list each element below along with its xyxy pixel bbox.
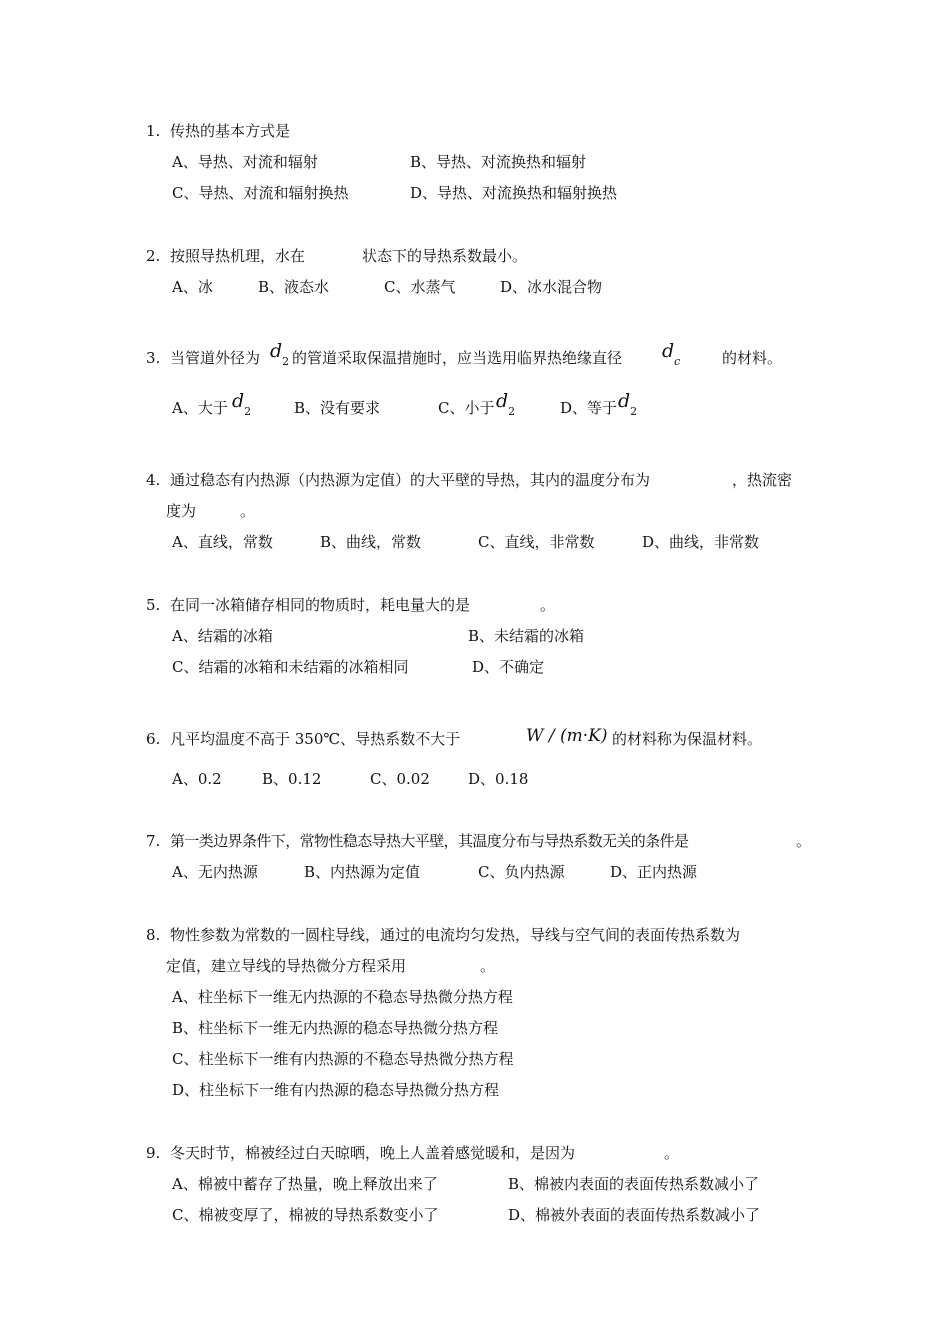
math-d2: $d_2$ xyxy=(618,390,638,418)
question-stem: 传热的基本方式是 xyxy=(170,122,291,140)
math-dc: $d_c$ xyxy=(662,340,681,368)
option-a: A、柱坐标下一维无内热源的不稳态导热微分热方程 xyxy=(172,988,513,1006)
option-c: C、小于 xyxy=(438,399,495,417)
question-number: 6. xyxy=(146,730,161,748)
option-c: C、结霜的冰箱和未结霜的冰箱相同 xyxy=(172,658,409,676)
option-b: B、柱坐标下一维无内热源的稳态导热微分热方程 xyxy=(172,1019,499,1037)
option-c: C、棉被变厚了，棉被的导热系数变小了 xyxy=(172,1206,439,1224)
question-stem-part: 。 xyxy=(240,502,256,520)
question-stem-part: 定值，建立导线的导热微分方程采用 xyxy=(166,957,407,975)
question-number: 8. xyxy=(146,926,161,944)
question-number: 4. xyxy=(146,471,161,489)
question-stem-part: 按照导热机理，水在 xyxy=(170,247,306,265)
option-b: B、内热源为定值 xyxy=(304,863,421,881)
question-number: 5. xyxy=(146,596,161,614)
option-b: B、液态水 xyxy=(258,278,330,296)
question-stem-part: 度为 xyxy=(166,502,197,520)
option-d: D、等于 xyxy=(560,399,618,417)
math-d2: $d_2$ xyxy=(270,340,290,368)
option-a: A、直线，常数 xyxy=(172,533,273,551)
option-c: C、直线，非常数 xyxy=(478,533,595,551)
question-stem-part: 。 xyxy=(796,832,812,850)
question-stem-part: 的材料称为保温材料。 xyxy=(612,730,763,748)
option-d: D、0.18 xyxy=(468,770,529,788)
option-c: C、0.02 xyxy=(370,770,430,788)
option-d: D、正内热源 xyxy=(610,863,698,881)
math-d2: $d_2$ xyxy=(496,390,516,418)
question-stem-part: 凡平均温度不高于 350℃、导热系数不大于 xyxy=(170,730,461,748)
option-b: B、未结霜的冰箱 xyxy=(468,627,585,645)
option-a: A、导热、对流和辐射 xyxy=(172,153,318,171)
option-b: B、导热、对流换热和辐射 xyxy=(410,153,587,171)
option-d: D、冰水混合物 xyxy=(500,278,603,296)
question-number: 9. xyxy=(146,1144,161,1162)
option-c: C、水蒸气 xyxy=(384,278,456,296)
option-a: A、结霜的冰箱 xyxy=(172,627,273,645)
option-a: A、棉被中蓄存了热量，晚上释放出来了 xyxy=(172,1175,438,1193)
option-b: B、没有要求 xyxy=(294,399,381,417)
question-number: 7. xyxy=(146,832,161,850)
question-stem-part: 第一类边界条件下，常物性稳态导热大平壁，其温度分布与导热系数无关的条件是 xyxy=(170,832,689,850)
question-number: 2. xyxy=(146,247,161,265)
option-d: D、柱坐标下一维有内热源的稳态导热微分热方程 xyxy=(172,1081,500,1099)
option-c: C、柱坐标下一维有内热源的不稳态导热微分热方程 xyxy=(172,1050,514,1068)
option-a: A、大于 xyxy=(172,399,228,417)
option-a: A、无内热源 xyxy=(172,863,258,881)
question-stem-part: 物性参数为常数的一圆柱导线，通过的电流均匀发热，导线与空气间的表面传热系数为 xyxy=(170,926,741,944)
question-stem-part: ，热流密 xyxy=(732,471,793,489)
unit-formula: W / (m·K) xyxy=(526,726,608,746)
math-d2: $d_2$ xyxy=(232,390,252,418)
question-stem-part: 。 xyxy=(480,957,496,975)
question-stem-part: 。 xyxy=(540,596,556,614)
option-c: C、负内热源 xyxy=(478,863,565,881)
question-number: 3. xyxy=(146,349,161,367)
question-stem-part: 的管道采取保温措施时，应当选用临界热绝缘直径 xyxy=(292,349,623,367)
option-d: D、不确定 xyxy=(472,658,545,676)
question-stem-part: 当管道外径为 xyxy=(170,349,261,367)
question-stem-part: 通过稳态有内热源（内热源为定值）的大平壁的导热，其内的温度分布为 xyxy=(170,471,651,489)
question-stem-part: 。 xyxy=(664,1144,680,1162)
question-stem-part: 的材料。 xyxy=(722,349,783,367)
option-b: B、0.12 xyxy=(262,770,322,788)
question-stem-part: 在同一冰箱储存相同的物质时，耗电量大的是 xyxy=(170,596,471,614)
question-stem-part: 冬天时节，棉被经过白天晾晒，晚上人盖着感觉暖和，是因为 xyxy=(170,1144,576,1162)
question-number: 1. xyxy=(146,122,161,140)
option-b: B、棉被内表面的表面传热系数减小了 xyxy=(508,1175,760,1193)
option-a: A、0.2 xyxy=(172,770,222,788)
option-d: D、曲线，非常数 xyxy=(642,533,760,551)
option-d: D、棉被外表面的表面传热系数减小了 xyxy=(508,1206,761,1224)
question-stem-part: 状态下的导热系数最小。 xyxy=(362,247,528,265)
option-c: C、导热、对流和辐射换热 xyxy=(172,184,349,202)
option-a: A、冰 xyxy=(172,278,213,296)
option-b: B、曲线，常数 xyxy=(320,533,422,551)
option-d: D、导热、对流换热和辐射换热 xyxy=(410,184,618,202)
